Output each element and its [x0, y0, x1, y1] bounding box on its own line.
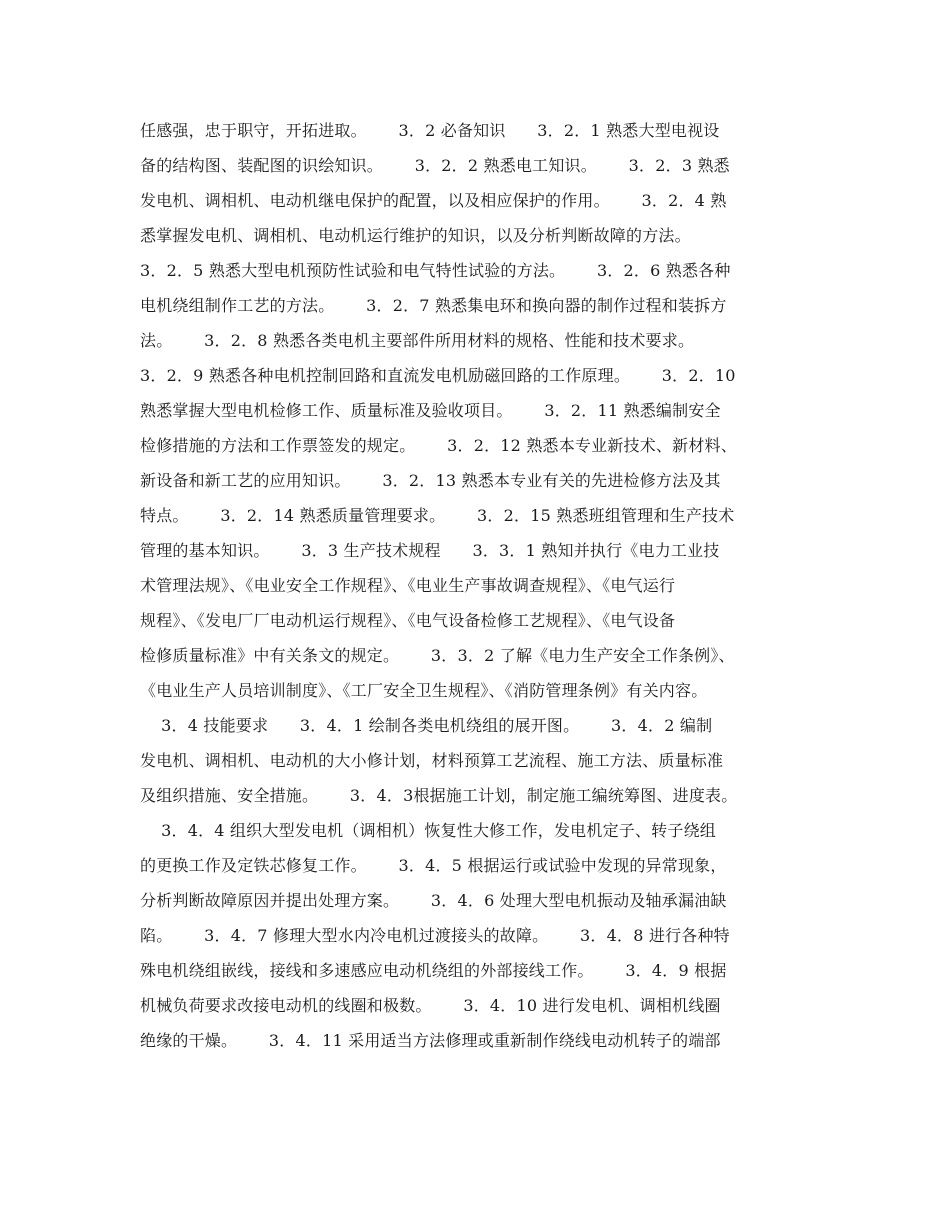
text-line: 的更换工作及定铁芯修复工作。 3．4．5 根据运行或试验中发现的异常现象， [140, 856, 727, 875]
text-line: 3．2．5 熟悉大型电机预防性试验和电气特性试验的方法。 3．2．6 熟悉各种 [140, 261, 731, 280]
text-line: 特点。 3．2．14 熟悉质量管理要求。 3．2．15 熟悉班组管理和生产技术 [140, 506, 735, 525]
text-line: 术管理法规》、《电业安全工作规程》、《电业生产事故调查规程》、《电气运行 [140, 576, 676, 595]
text-line: 法。 3．2．8 熟悉各类电机主要部件所用材料的规格、性能和技术要求。 [140, 331, 695, 350]
text-line: 新设备和新工艺的应用知识。 3．2．13 熟悉本专业有关的先进检修方法及其 [140, 471, 721, 490]
text-line: 陷。 3．4．7 修理大型水内冷电机过渡接头的故障。 3．4．8 进行各种特 [140, 926, 730, 945]
text-line: 3．4 技能要求 3．4．1 绘制各类电机绕组的展开图。 3．4．2 编制 [140, 716, 713, 735]
text-line: 发电机、调相机、电动机继电保护的配置，以及相应保护的作用。 3．2．4 熟 [140, 191, 727, 210]
text-line: 绝缘的干燥。 3．4．11 采用适当方法修理或重新制作绕线电动机转子的端部 [140, 1031, 721, 1050]
text-line: 悉掌握发电机、调相机、电动机运行维护的知识，以及分析判断故障的方法。 [140, 226, 691, 245]
text-line: 3．4．4 组织大型发电机（调相机）恢复性大修工作，发电机定子、转子绕组 [140, 821, 716, 840]
text-line: 检修措施的方法和工作票签发的规定。 3．2．12 熟悉本专业新技术、新材料、 [140, 436, 737, 455]
text-line: 及组织措施、安全措施。 3．4．3根据施工计划，制定施工编统筹图、进度表。 [140, 786, 738, 805]
text-line: 任感强，忠于职守，开拓进取。 3．2 必备知识 3．2．1 熟悉大型电视设 [140, 121, 720, 140]
text-line: 管理的基本知识。 3．3 生产技术规程 3．3．1 熟知并执行《电力工业技 [140, 541, 720, 560]
text-line: 熟悉掌握大型电机检修工作、质量标准及验收项目。 3．2．11 熟悉编制安全 [140, 401, 721, 420]
text-line: 电机绕组制作工艺的方法。 3．2．7 熟悉集电环和换向器的制作过程和装拆方 [140, 296, 727, 315]
text-line: 备的结构图、装配图的识绘知识。 3．2．2 熟悉电工知识。 3．2．3 熟悉 [140, 156, 730, 175]
text-line: 分析判断故障原因并提出处理方案。 3．4．6 处理大型电机振动及轴承漏油缺 [140, 891, 727, 910]
text-line: 规程》、《发电厂厂电动机运行规程》、《电气设备检修工艺规程》、《电气设备 [140, 611, 676, 630]
text-line: 检修质量标准》中有关条文的规定。 3．3．2 了解《电力生产安全工作条例》、 [140, 646, 735, 665]
text-line: 发电机、调相机、电动机的大小修计划，材料预算工艺流程、施工方法、质量标准 [140, 751, 724, 770]
text-line: 3．2．9 熟悉各种电机控制回路和直流发电机励磁回路的工作原理。 3．2．10 [140, 366, 736, 385]
text-line: 机械负荷要求改接电动机的线圈和极数。 3．4．10 进行发电机、调相机线圈 [140, 996, 721, 1015]
text-line: 《电业生产人员培训制度》、《工厂安全卫生规程》、《消防管理条例》有关内容。 [140, 681, 708, 700]
document-body [140, 113, 830, 1058]
text-line: 殊电机绕组嵌线，接线和多速感应电动机绕组的外部接线工作。 3．4．9 根据 [140, 961, 727, 980]
